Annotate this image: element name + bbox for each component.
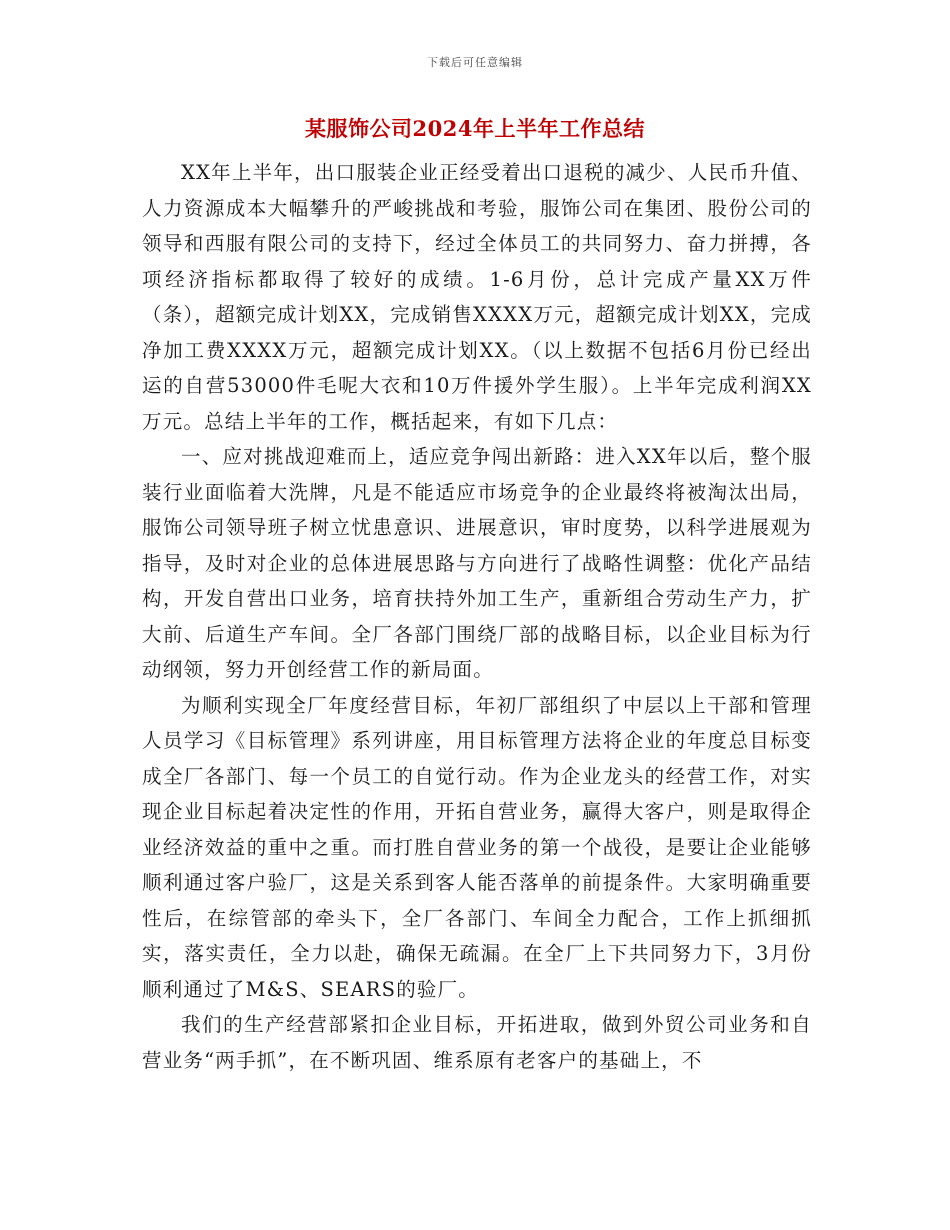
header-note: 下载后可任意编辑 (427, 56, 523, 69)
paragraph: 我们的生产经营部紧扣企业目标，开拓进取，做到外贸公司业务和自营业务“两手抓”，在不断巩固、维系原有老客户的基础上，不 (142, 1013, 812, 1072)
document-title: 某服饰公司2024年上半年工作总结 (305, 116, 645, 141)
document-body (142, 155, 812, 1078)
paragraph: 为顺利实现全厂年度经营目标，年初厂部组织了中层以上干部和管理人员学习《目标管理》系列讲座，用目标管理方法将企业的年度总目标变成全厂各部门、每一个员工的自觉行动。作为企业龙头的经营工作，对实现企业目标起着决定性的作用，开拓自营业务，赢得大客户，则是取得企业经济效益的重中之重。而打胜自营业务的第一个战役，是要让企业能够顺利通过客户验厂，这是关系到客人能否落单的前提条件。大家明确重要性后，在综管部的牵头下，全厂各部门、车间全力配合，工作上抓细抓实，落实责任，全力以赴，确保无疏漏。在全厂上下共同努力下，3月份顺利通过了M&S、SEARS的验厂。 (142, 693, 812, 1001)
paragraph: XX年上半年，出口服装企业正经受着出口退税的减少、人民币升值、人力资源成本大幅攀升的严峻挑战和考验，服饰公司在集团、股份公司的领导和西服有限公司的支持下，经过全体员工的共同努力、奋力拼搏，各项经济指标都取得了较好的成绩。1-6月份，总计完成产量XX万件（条），超额完成计划XX，完成销售XXXX万元，超额完成计划XX，完成净加工费XXXX万元，超额完成计划XX。（以上数据不包括6月份已经出运的自营53000件毛呢大衣和10万件援外学生服）。上半年完成利润XX万元。总结上半年的工作，概括起来，有如下几点： (142, 161, 812, 433)
paragraph: 一、应对挑战迎难而上，适应竞争闯出新路：进入XX年以后，整个服装行业面临着大洗牌，凡是不能适应市场竞争的企业最终将被淘汰出局，服饰公司领导班子树立忧患意识、进展意识，审时度势，以科学进展观为指导，及时对企业的总体进展思路与方向进行了战略性调整：优化产品结构，开发自营出口业务，培育扶持外加工生产，重新组合劳动生产力，扩大前、后道生产车间。全厂各部门围绕厂部的战略目标，以企业目标为行动纲领，努力开创经营工作的新局面。 (142, 445, 812, 681)
